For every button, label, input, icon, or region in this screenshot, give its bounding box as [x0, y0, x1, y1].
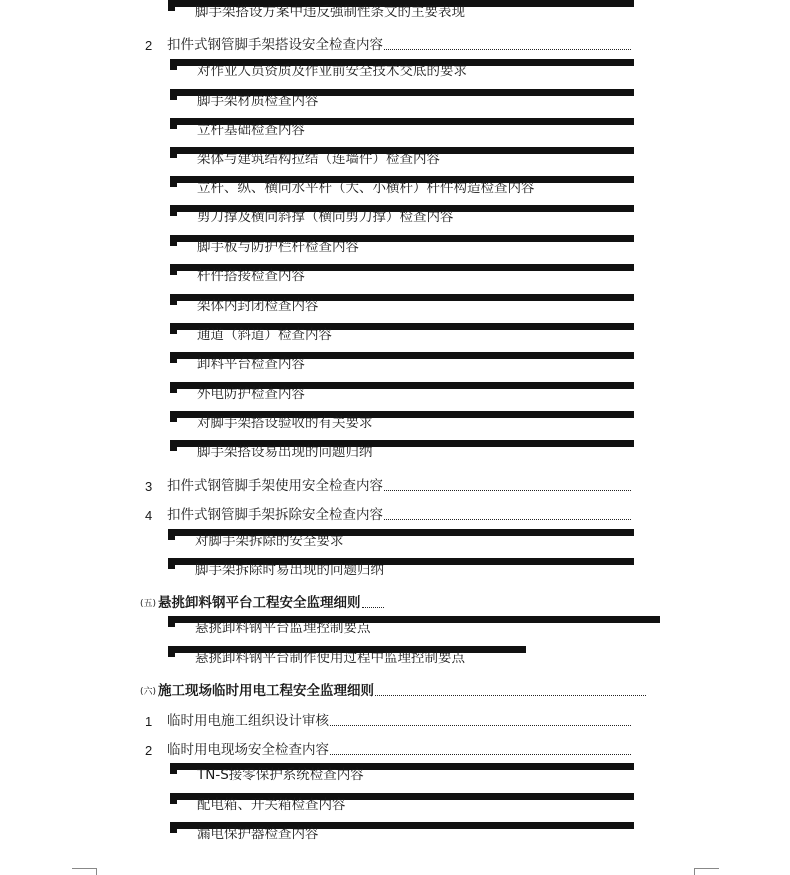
entry-number: 2 [145, 38, 153, 53]
entry-title: 脚手板与防护栏杆检查内容 [197, 239, 359, 255]
bullet-icon [170, 93, 177, 100]
bullet-icon [170, 268, 177, 275]
dot-leader [384, 489, 631, 491]
toc-entry[interactable] [170, 118, 634, 138]
toc-entry[interactable] [170, 294, 634, 314]
toc-entry[interactable] [170, 264, 634, 284]
toc-entry[interactable] [168, 616, 660, 636]
toc-entry[interactable] [170, 440, 634, 460]
toc-entry[interactable] [170, 382, 634, 402]
entry-title: 扣件式钢管脚手架搭设安全检查内容 [167, 37, 383, 53]
toc-entry[interactable] [168, 558, 634, 578]
bullet-icon [170, 327, 177, 334]
toc-entry[interactable] [140, 587, 384, 611]
entry-number: 4 [145, 508, 153, 523]
bullet-icon [170, 826, 177, 833]
entry-title: 对脚手架拆除的安全要求 [195, 533, 344, 549]
entry-title: 立杆、纵、横向水平杆（大、小横杆）杆件构造检查内容 [197, 180, 535, 196]
entry-title: 施工现场临时用电工程安全监理细则 [158, 683, 375, 699]
toc-entry[interactable] [168, 529, 634, 549]
bullet-icon [170, 356, 177, 363]
toc-entry[interactable] [170, 147, 634, 167]
toc-entry[interactable] [145, 734, 631, 758]
entry-title: 漏电保护器检查内容 [197, 826, 319, 842]
toc-entry[interactable] [170, 59, 634, 79]
entry-title: TN-S接零保护系统检查内容 [197, 767, 364, 783]
toc-entry[interactable] [145, 29, 631, 53]
bullet-icon [168, 620, 175, 627]
toc-entry[interactable] [168, 646, 526, 666]
entry-number: 1 [145, 714, 153, 729]
entry-number: 2 [145, 743, 153, 758]
entry-title: 剪刀撑及横向斜撑（横向剪刀撑）检查内容 [197, 209, 454, 225]
section-marker: (五) [140, 599, 157, 609]
entry-title: 临时用电现场安全检查内容 [167, 742, 329, 758]
toc-entry[interactable] [170, 793, 634, 813]
dot-leader [375, 694, 646, 696]
entry-title: 扣件式钢管脚手架拆除安全检查内容 [167, 507, 383, 523]
bullet-icon [170, 444, 177, 451]
bullet-icon [170, 180, 177, 187]
entry-title: 外电防护检查内容 [197, 386, 305, 402]
toc-entry[interactable] [170, 205, 634, 225]
bullet-icon [168, 533, 175, 540]
entry-title: 悬挑卸料钢平台监理控制要点 [195, 620, 371, 636]
dot-leader [362, 606, 384, 608]
dot-leader [330, 724, 631, 726]
toc-entry[interactable] [145, 470, 631, 494]
bullet-icon [170, 386, 177, 393]
toc-entry[interactable] [170, 352, 634, 372]
bullet-icon [170, 239, 177, 246]
bullet-icon [170, 151, 177, 158]
bullet-icon [170, 415, 177, 422]
bullet-icon [170, 122, 177, 129]
entry-title: 脚手架拆除时易出现的问题归纳 [195, 562, 384, 578]
entry-title: 悬挑卸料钢平台工程安全监理细则 [158, 595, 361, 611]
toc-entry[interactable] [140, 675, 646, 699]
dot-leader [384, 518, 631, 520]
dot-leader [384, 48, 631, 50]
entry-title: 脚手架搭设方案中违反强制性条文的主要表现 [195, 4, 465, 20]
entry-title: 卸料平台检查内容 [197, 356, 305, 372]
bullet-icon [170, 767, 177, 774]
toc-entry[interactable] [145, 705, 631, 729]
toc-entry[interactable] [145, 499, 631, 523]
dot-leader [330, 753, 631, 755]
entry-title: 悬挑卸料钢平台制作使用过程中监理控制要点 [195, 650, 465, 666]
toc-entry[interactable] [170, 411, 634, 431]
toc-entry[interactable] [168, 0, 634, 20]
section-marker: (六) [140, 687, 157, 697]
bullet-icon [170, 298, 177, 305]
entry-title: 对作业人员资质及作业前安全技术交底的要求 [197, 63, 467, 79]
bullet-icon [168, 4, 175, 11]
bullet-icon [170, 209, 177, 216]
entry-title: 通道（斜道）检查内容 [197, 327, 332, 343]
toc-entry[interactable] [170, 235, 634, 255]
entry-title: 立杆基础检查内容 [197, 122, 305, 138]
entry-title: 架体与建筑结构拉结（连墙件）检查内容 [197, 151, 440, 167]
entry-title: 架体内封闭检查内容 [197, 298, 319, 314]
toc-entry[interactable] [170, 763, 634, 783]
toc-entry[interactable] [170, 822, 634, 842]
bullet-icon [168, 562, 175, 569]
entry-number: 3 [145, 479, 153, 494]
entry-title: 脚手架材质检查内容 [197, 93, 319, 109]
entry-title: 对脚手架搭设验收的有关要求 [197, 415, 373, 431]
toc-entry[interactable] [170, 176, 634, 196]
bullet-icon [170, 797, 177, 804]
entry-title: 杆件搭接检查内容 [197, 268, 305, 284]
toc-entry[interactable] [170, 323, 634, 343]
bullet-icon [170, 63, 177, 70]
entry-title: 临时用电施工组织设计审核 [167, 713, 329, 729]
entry-title: 脚手架搭设易出现的问题归纳 [197, 444, 373, 460]
bullet-icon [168, 650, 175, 657]
entry-title: 配电箱、开关箱检查内容 [197, 797, 346, 813]
toc-entry[interactable] [170, 89, 634, 109]
entry-title: 扣件式钢管脚手架使用安全检查内容 [167, 478, 383, 494]
